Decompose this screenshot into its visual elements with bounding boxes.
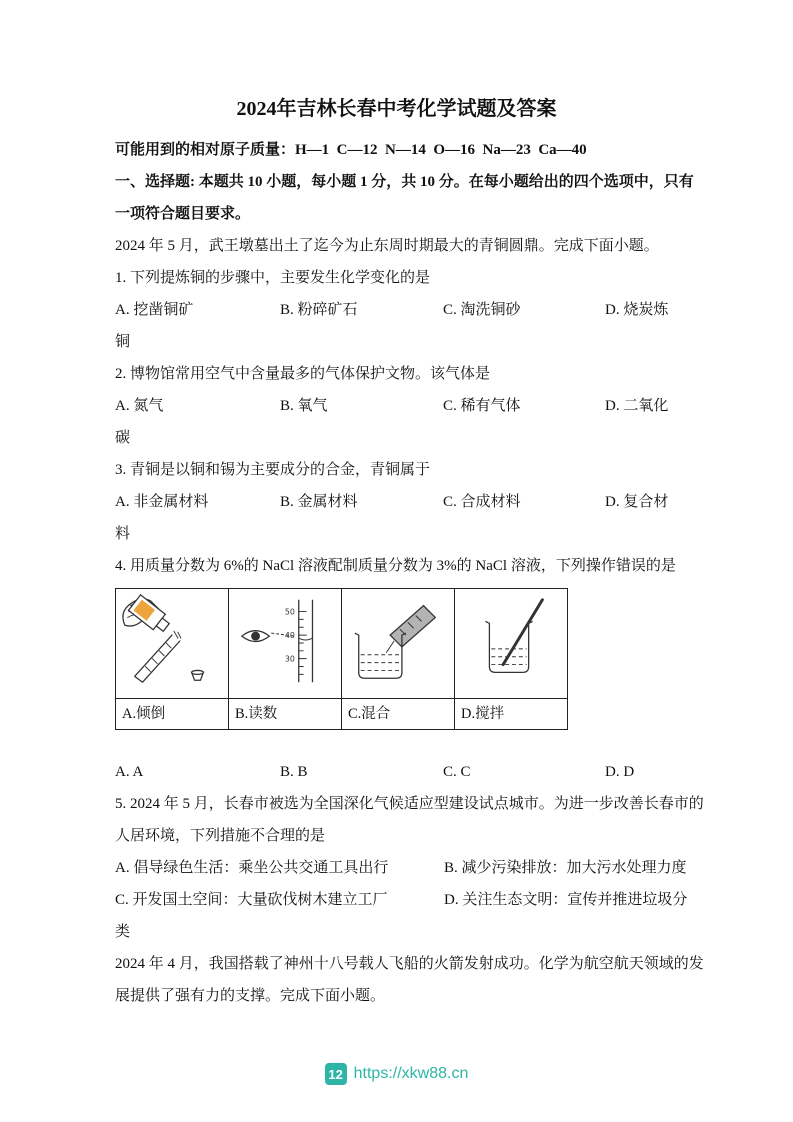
q4-option-b: B. B [280, 764, 308, 780]
q2-option-a: A. 氮气 [115, 398, 164, 414]
q3-option-a: A. 非金属材料 [115, 494, 209, 510]
q5-stem-line1: 5. 2024 年 5 月，长春市被选为全国深化气候适应型建设试点城市。为进一步改善长春市的 [115, 796, 704, 812]
q4-cell-reading [229, 589, 342, 699]
q4-operations-table [115, 588, 568, 730]
q5-option-b: B. 减少污染排放：加大污水处理力度 [444, 860, 687, 876]
stimulus-rocket-line2: 展提供了强有力的支撑。完成下面小题。 [115, 988, 386, 1004]
q4-caption-a: A.倾倒 [116, 699, 229, 730]
reading-illustration [232, 591, 338, 691]
document-title: 2024年吉林长春中考化学试题及答案 [236, 98, 557, 120]
q5-option-a: A. 倡导绿色生活：乘坐公共交通工具出行 [115, 860, 389, 876]
q1-option-b: B. 粉碎矿石 [280, 302, 358, 318]
q4-caption-d: D.搅拌 [455, 699, 568, 730]
q1-option-d-wrap: 铜 [115, 334, 131, 350]
q2-options [115, 390, 681, 422]
q1-option-d: D. 烧炭炼 [605, 302, 669, 318]
scale-label-top: 50 [284, 607, 295, 617]
q5-options-ab [115, 852, 687, 884]
scale-label-middle: 40 [284, 631, 295, 641]
stimulus-rocket-line1: 2024 年 4 月，我国搭载了神州十八号载人飞船的火箭发射成功。化学为航空航天领域的发 [115, 956, 704, 972]
q5-option-c: C. 开发国土空间：大量砍伐树木建立工厂 [115, 892, 388, 908]
q3-option-d-wrap: 料 [115, 526, 131, 542]
q1-option-c: C. 淘洗铜砂 [443, 302, 521, 318]
q3-option-b: B. 金属材料 [280, 494, 358, 510]
mixing-illustration [345, 591, 451, 691]
q1-options [115, 294, 681, 326]
q4-caption-b: B.读数 [229, 699, 342, 730]
stimulus-bronze: 2024 年 5 月，武王墩墓出土了迄今为止东周时期最大的青铜圆鼎。完成下面小题。 [115, 238, 659, 254]
q3-option-c: C. 合成材料 [443, 494, 521, 510]
q2-option-d: D. 二氧化 [605, 398, 669, 414]
q4-caption-c: C.混合 [342, 699, 455, 730]
q3-option-d: D. 复合材 [605, 494, 669, 510]
q3-options [115, 486, 681, 518]
q5-option-d: D. 关注生态文明：宣传并推进垃圾分 [444, 892, 688, 908]
q5-options-cd [115, 884, 688, 916]
q3-stem: 3. 青铜是以铜和锡为主要成分的合金，青铜属于 [115, 462, 431, 478]
section-header-line1: 一、选择题: 本题共 10 小题，每小题 1 分，共 10 分。在每小题给出的四个选项中，只有 [115, 174, 694, 190]
q4-option-c: C. C [443, 764, 471, 780]
q4-options [115, 756, 681, 788]
q5-option-d-wrap: 类 [115, 924, 131, 940]
q2-option-c: C. 稀有气体 [443, 398, 521, 414]
q2-option-b: B. 氧气 [280, 398, 328, 414]
q2-option-d-wrap: 碳 [115, 430, 131, 446]
q1-option-a: A. 挖凿铜矿 [115, 302, 194, 318]
q4-option-d: D. D [605, 764, 635, 780]
footer-site-link[interactable]: https://xkw88.cn [353, 1065, 469, 1082]
atomic-mass-note: 可能用到的相对原子质量：H—1 C—12 N—14 O—16 Na—23 Ca—40 [115, 142, 587, 158]
section-header-line2: 一项符合题目要求。 [115, 206, 251, 222]
q1-stem: 1. 下列提炼铜的步骤中，主要发生化学变化的是 [115, 270, 431, 286]
scale-label-bottom: 30 [284, 654, 295, 664]
q4-stem: 4. 用质量分数为 6%的 NaCl 溶液配制质量分数为 3%的 NaCl 溶液，下列操作错误的是 [115, 558, 676, 574]
pouring-illustration [119, 591, 225, 691]
q5-stem-line2: 人居环境，下列措施不合理的是 [115, 828, 326, 844]
q4-cell-stirring [455, 589, 568, 699]
document-body [115, 134, 704, 1012]
q4-cell-pouring [116, 589, 229, 699]
q2-stem: 2. 博物馆常用空气中含量最多的气体保护文物。该气体是 [115, 366, 491, 382]
stirring-illustration [458, 591, 564, 691]
q4-option-a: A. A [115, 764, 144, 780]
q4-cell-mixing [342, 589, 455, 699]
page-footer [0, 1063, 793, 1085]
site-logo-badge: 12 [325, 1063, 347, 1085]
